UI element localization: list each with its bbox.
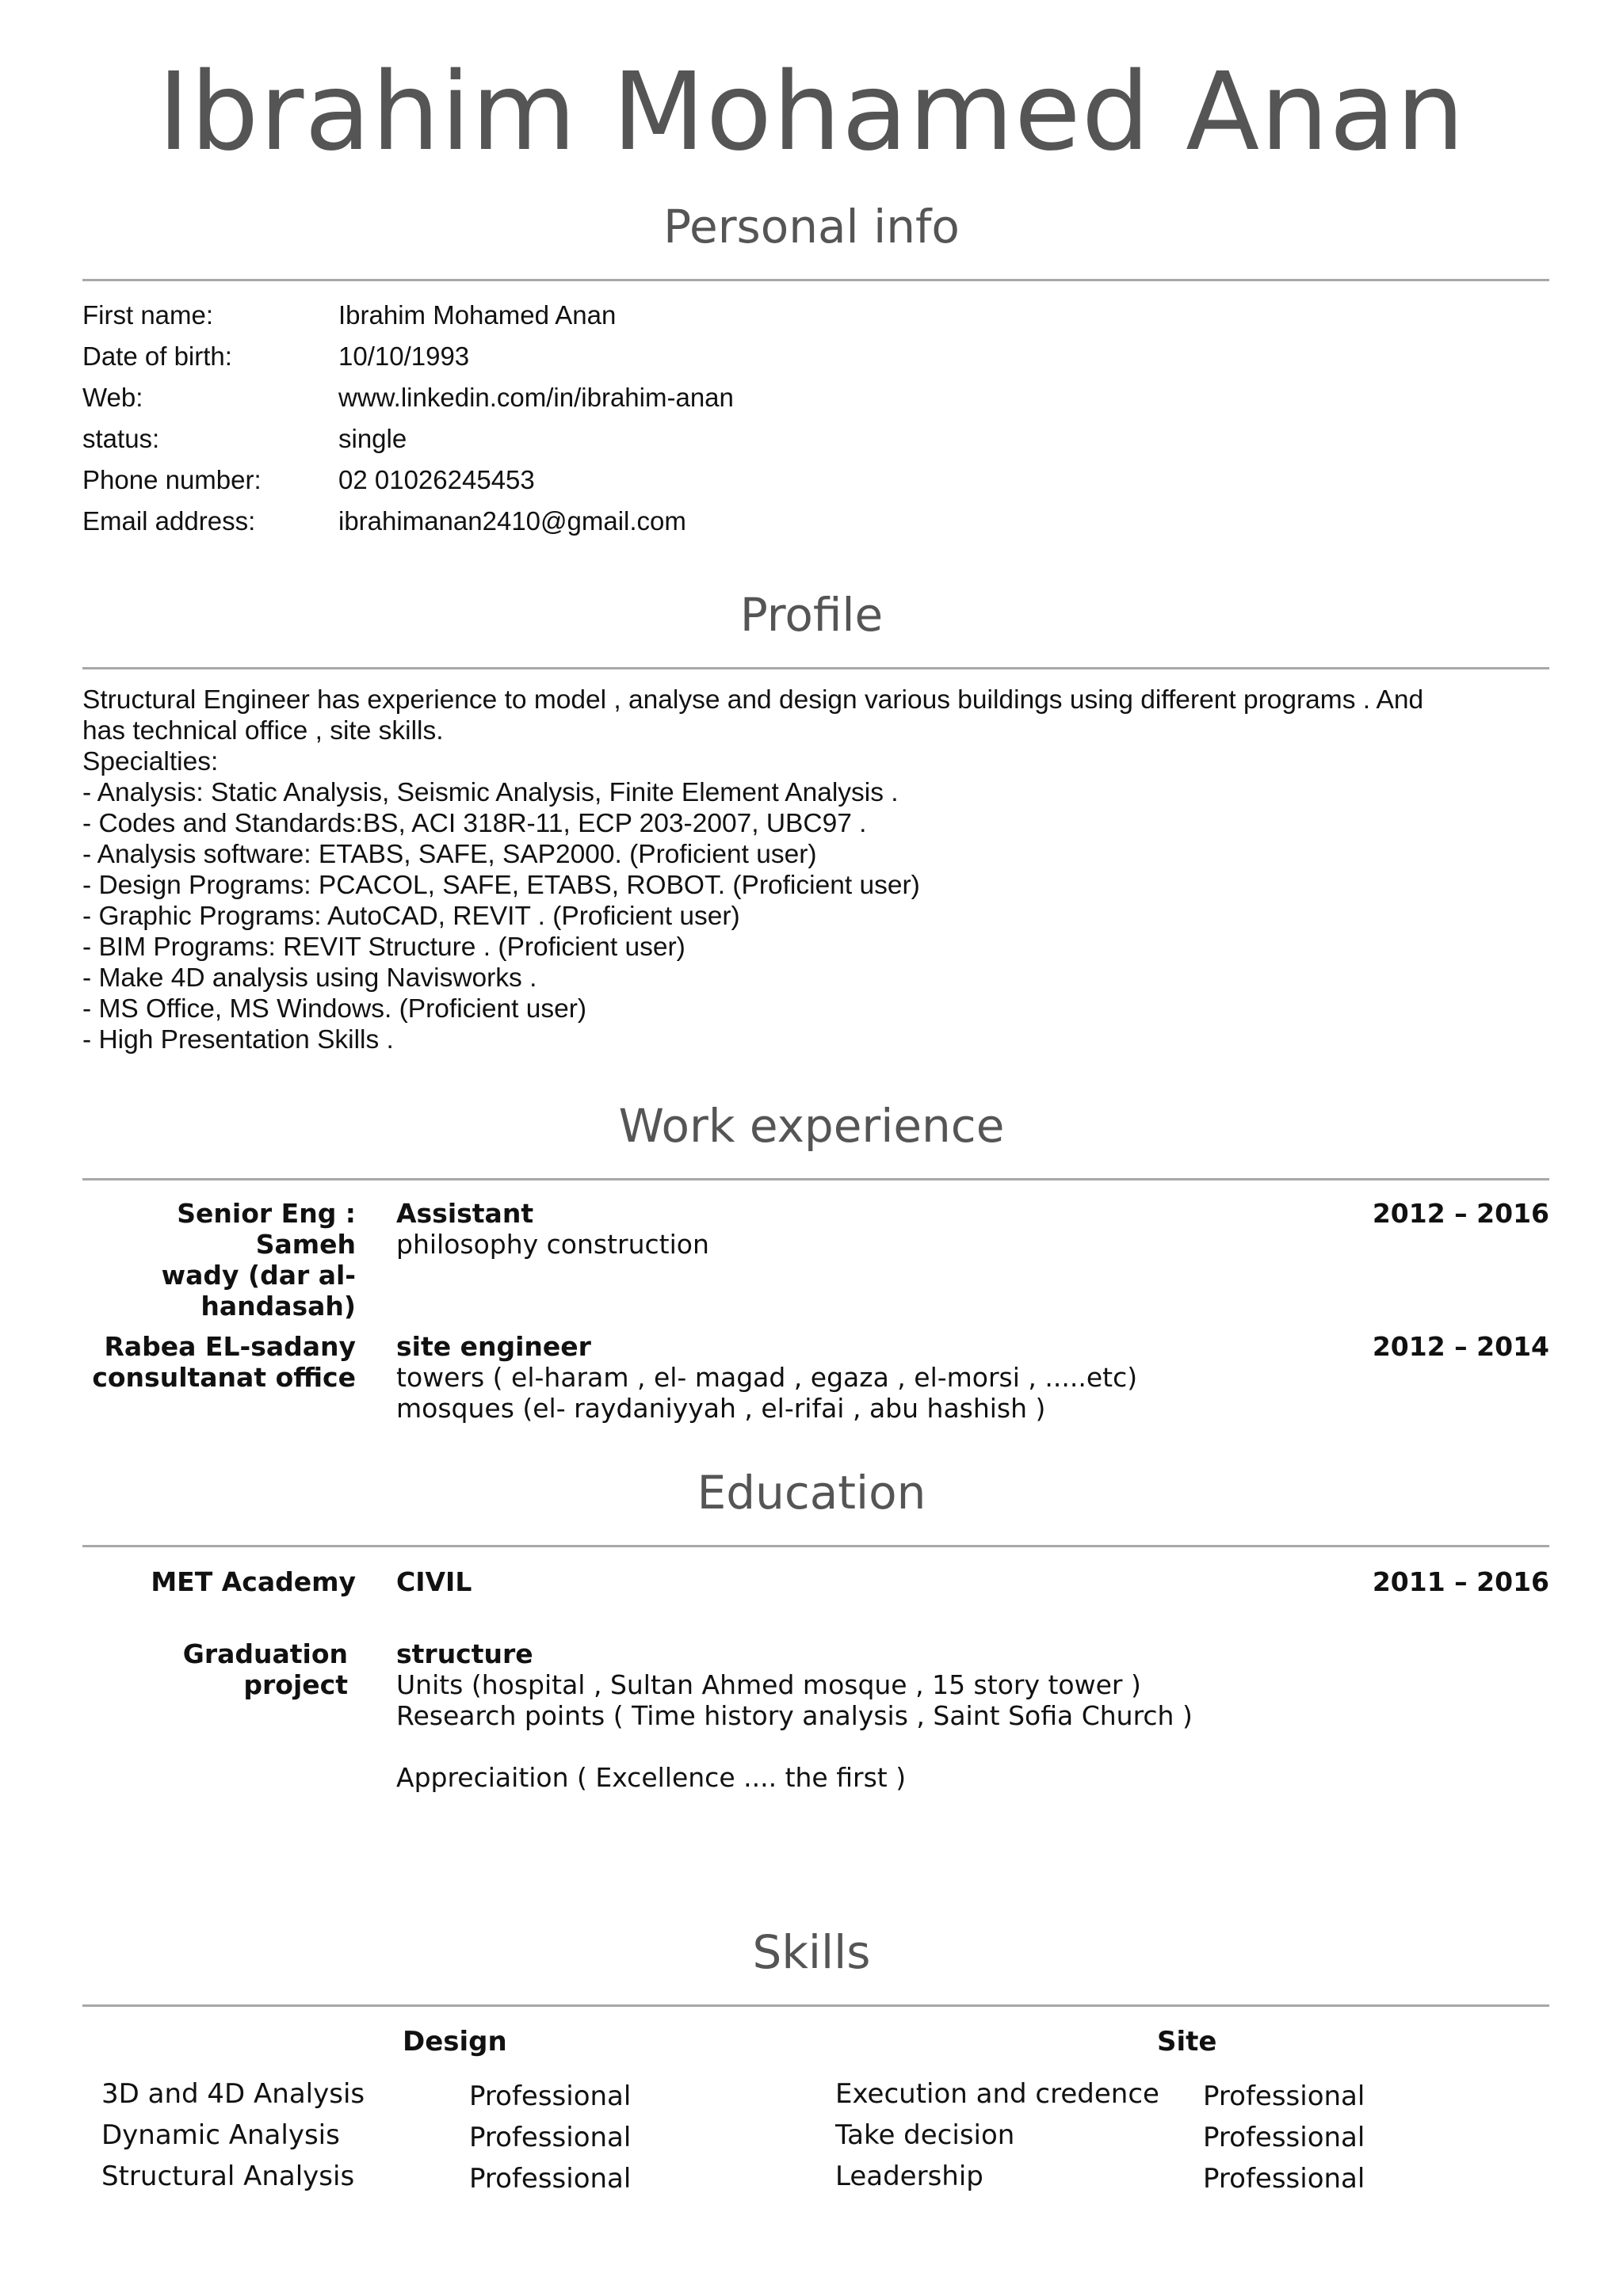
education-detail-line: Appreciaition ( Excellence .... the first ) [396,1762,907,1793]
profile-line: Specialties: [82,747,219,776]
skill-name: Leadership [835,2161,983,2192]
section-divider [82,279,1549,281]
profile-line: - High Presentation Skills . [82,1025,394,1055]
section-title-profile: Profile [739,588,884,642]
info-value: 10/10/1993 [338,341,470,371]
work-entry [82,1198,1549,1322]
section-divider [82,2004,1549,2007]
education-school: Graduation project [182,1638,348,1700]
skill-level: Professional [1203,2081,1365,2112]
work-entry [82,1331,1549,1424]
employer-line: Senior Eng : Sameh [177,1198,356,1260]
employer-line: wady (dar al- [161,1260,356,1291]
work-role: Assistant [396,1198,534,1229]
section-divider [82,1545,1549,1547]
skill-level: Professional [469,2163,632,2195]
info-label: Web: [82,383,143,412]
profile-line: - Analysis software: ETABS, SAFE, SAP2000. (Proficient user) [82,840,817,869]
profile-line: Structural Engineer has experience to model , analyse and design various buildings using different programs . And [82,685,1424,715]
profile-line: - Make 4D analysis using Navisworks . [82,963,537,993]
employer-line: handasah) [200,1291,356,1322]
profile-line: - MS Office, MS Windows. (Proficient user) [82,994,587,1024]
section-title-education: Education [697,1466,926,1520]
profile-line: - BIM Programs: REVIT Structure . (Proficient user) [82,933,685,962]
skill-name: Take decision [835,2119,1015,2151]
info-value: single [338,424,407,453]
section-divider [82,1178,1549,1180]
skill-level: Professional [469,2122,632,2153]
education-field: structure [396,1638,533,1669]
info-value-email-link[interactable]: ibrahimanan2410@gmail.com [338,506,686,536]
info-label: First name: [82,300,214,330]
work-details [396,1198,1347,1260]
skill-level: Professional [469,2081,632,2112]
education-entry [82,1638,1549,1793]
skill-name: Structural Analysis [101,2161,355,2192]
profile-line: - Graphic Programs: AutoCAD, REVIT . (Proficient user) [82,902,740,931]
section-title-work-experience: Work experience [618,1099,1005,1153]
education-detail-line: Research points ( Time history analysis , Saint Sofia Church ) [396,1700,1193,1731]
skills-group-heading-site: Site [1157,2026,1217,2058]
education-field: CIVIL [396,1566,472,1597]
profile-line: - Design Programs: PCACOL, SAFE, ETABS, ROBOT. (Proficient user) [82,871,920,900]
info-label: status: [82,424,160,453]
employer-line: Rabea EL-sadany [104,1331,356,1362]
skill-name: Dynamic Analysis [101,2119,340,2151]
skill-level: Professional [1203,2163,1365,2195]
education-details [396,1566,1347,1597]
profile-line: - Analysis: Static Analysis, Seismic Analysis, Finite Element Analysis . [82,778,899,807]
skill-name: 3D and 4D Analysis [101,2078,365,2110]
work-dates: 2012 – 2016 [1372,1198,1549,1229]
profile-summary [82,685,1556,1055]
profile-line: has technical office , site skills. [82,716,444,746]
employer-line: consultanat office [92,1362,356,1393]
education-school: MET Academy [151,1566,356,1597]
education-detail-line: Units (hospital , Sultan Ahmed mosque , 15 story tower ) [396,1669,1141,1700]
skill-name: Execution and credence [835,2078,1159,2110]
work-role: site engineer [396,1331,591,1362]
education-details [396,1638,1347,1793]
work-details [396,1331,1347,1424]
page-title: Ibrahim Mohamed Anan [158,50,1465,175]
section-title-personal-info: Personal info [663,200,960,254]
skill-level: Professional [1203,2122,1365,2153]
work-dates: 2012 – 2014 [1372,1331,1549,1362]
work-employer [82,1331,356,1393]
info-value-web-link[interactable]: www.linkedin.com/in/ibrahim-anan [338,383,734,412]
info-label: Phone number: [82,465,262,494]
work-detail-line: philosophy construction [396,1229,709,1260]
work-detail-line: mosques (el- raydaniyyah , el-rifai , abu hashish ) [396,1393,1046,1424]
section-title-skills: Skills [752,1925,871,1979]
info-label: Date of birth: [82,341,232,371]
info-value: Ibrahim Mohamed Anan [338,300,617,330]
work-employer [82,1198,356,1322]
education-dates: 2011 – 2016 [1372,1566,1549,1597]
info-label: Email address: [82,506,256,536]
section-divider [82,667,1549,669]
work-detail-line: towers ( el-haram , el- magad , egaza , el-morsi , .....etc) [396,1362,1138,1393]
education-detail-line [396,1731,1347,1762]
profile-line: - Codes and Standards:BS, ACI 318R-11, ECP 203-2007, UBC97 . [82,809,867,838]
education-entry [82,1566,1549,1602]
info-value: 02 01026245453 [338,465,535,494]
skills-group-heading-design: Design [403,2026,507,2058]
